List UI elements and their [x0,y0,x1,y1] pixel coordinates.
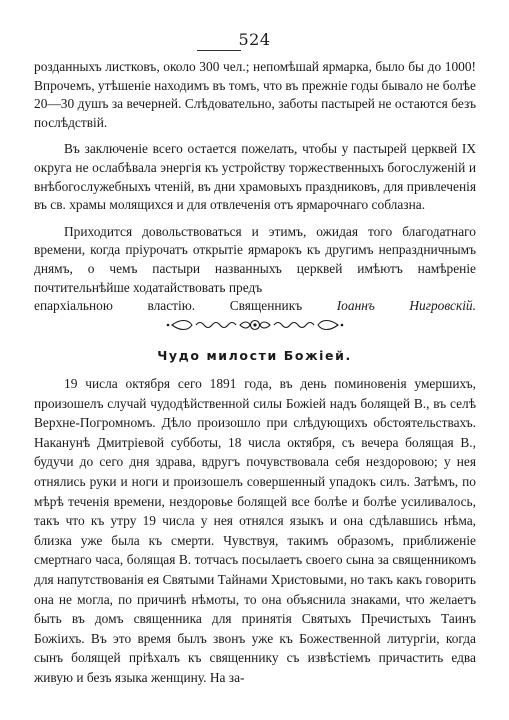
signature [230,298,476,313]
page-number: 524 [238,30,271,49]
paragraph: 19 числа октября сего 1891 года, въ день поминовенія умершихъ, произошелъ случай чудодѣйственной силы Божіей надъ болящей В., въ селѣ Верхне-Погромномъ. Дѣло произошло при слѣдующихъ обстоятельствахъ. Наканунѣ Дмитріевой субботы, 18 числа октября, съ вечера болящая В., будучи до сего дня здрава, вдругъ почувствовала себя нездоровою; у нея отнялись руки и ноги и произошелъ совершенный упадокъ силъ. Затѣмъ, по мѣрѣ теченія времени, нездоровье болящей все болѣе и болѣе усиливалось, такъ что къ утру 19 числа у нея отнялся языкъ и она сдѣлавшись нѣма, близка уже была къ смерти. Чувствуя, такимъ образомъ, приближеніе смертнаго часа, болящая В. тотчасъ посылаетъ своего сына за священникомъ для напутствованія ея Святыми Тайнами Христовыми, но такъ какъ говорить она не могла, по причинѣ нѣмоты, то она объяснила знаками, что желаетъ быть въ домъ священника для принятія Святыхъ Пречистыхъ Таинъ Божіихъ. Въ это время былъ звонъ уже къ Божественной литургіи, когда сынъ болящей пріѣхалъ къ священнику съ извѣстіемъ причастить едва живую и безъ языка женщину. На за- [34,376,476,685]
signature-name: Іоаннъ Нигровскій. [336,298,476,314]
paragraph: Въ заключеніе всего остается пожелать, чтобы у пастырей церквей IX округа не ослабѣвала энергія къ устройству торжественныхъ богослуженій и внѣбогослужебныхъ чтеній, въ дни храмовыхъ праздниковъ, для привлеченія въ св. храмы молящихся и для отвлеченія отъ ярмарочнаго соблазна. [34,141,476,213]
article-body [34,374,476,688]
paragraph: Приходится довольствоваться и этимъ, ожидая того благодатнаго времени, когда пріурочатъ открытіе ярмарокъ къ другимъ непраздничнымъ днямъ, о чемъ пастыри названныхъ церквей имѣютъ намѣреніе почтительнѣйше ходатайствовать предъ [34,223,476,295]
article-continuation [34,58,476,316]
section-heading: Чудо милости Божіей. [157,348,352,363]
signature-title: Священникъ [229,298,303,314]
closing-text: епархіальною властію. [34,298,196,314]
page-number-underline [197,50,241,51]
paragraph: розданныхъ листковъ, около 300 чел.; непомѣшай ярмарка, было бы до 1000! Впрочемъ, утѣшеніе находимъ въ томъ, что въ прежніе годы бывало не болѣе 20—30 душъ за вечерней. Слѣдовательно, заботы пастырей не остаются безъ послѣдствій. [34,59,476,130]
ornamental-divider-icon [0,317,509,333]
signature-line [34,297,476,316]
